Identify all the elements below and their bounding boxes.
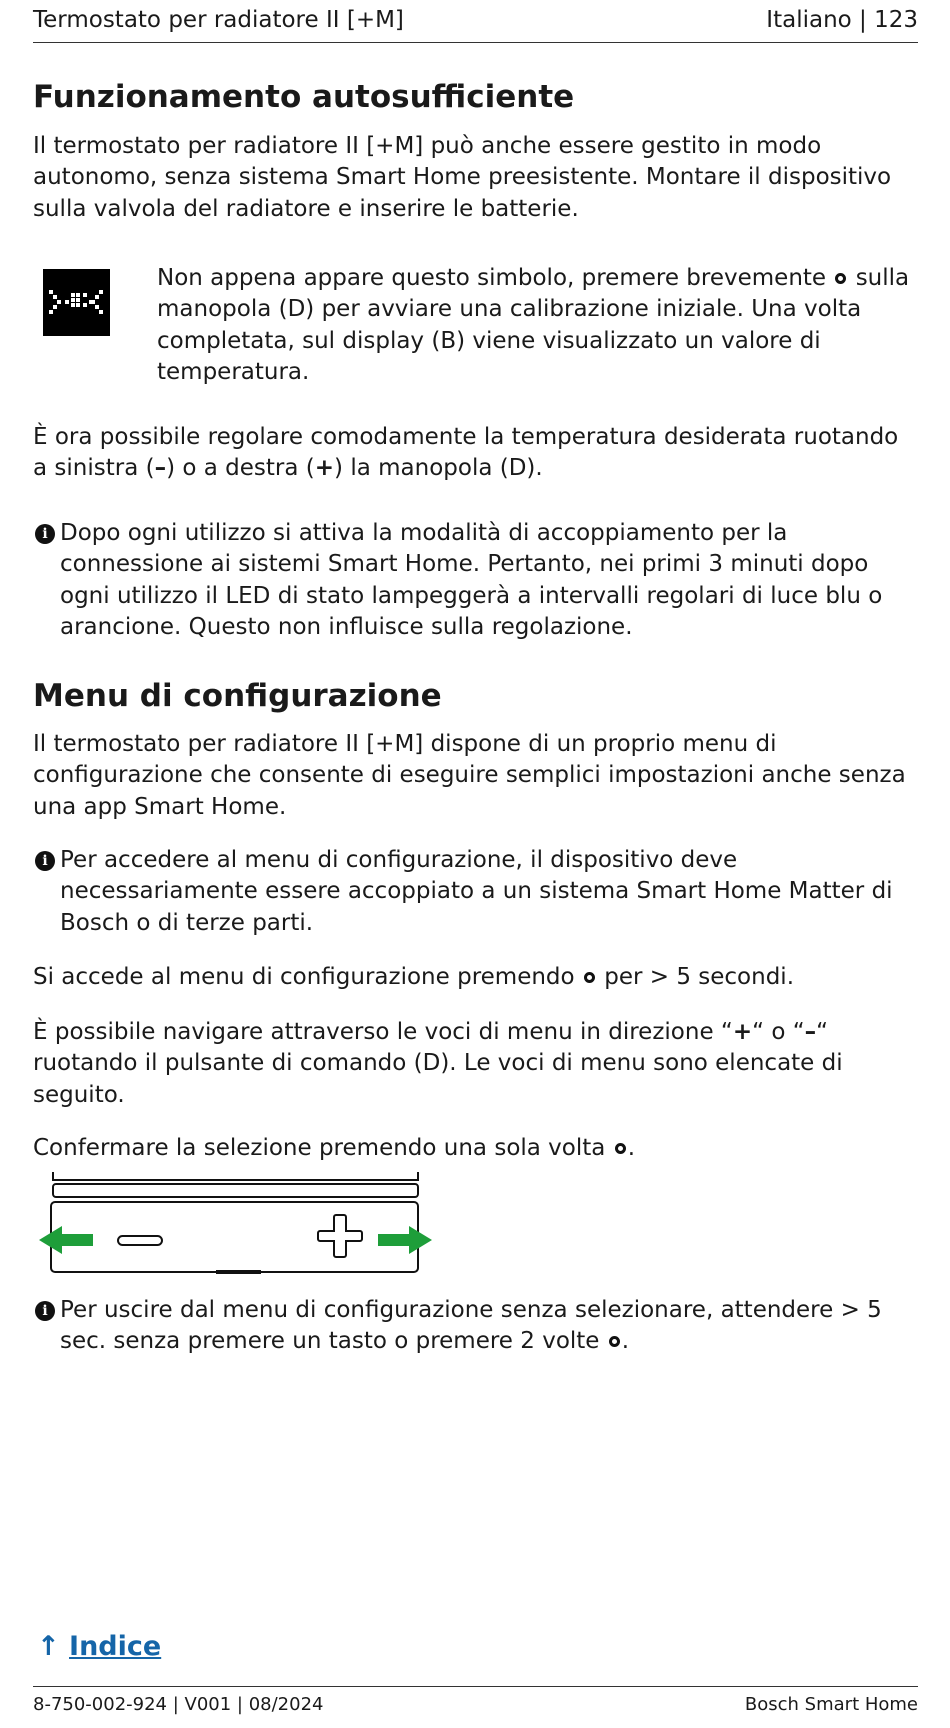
page-header	[33, 4, 918, 43]
index-link-label[interactable]: Indice	[69, 1631, 162, 1662]
footer-brand: Bosch Smart Home	[744, 1694, 918, 1715]
up-arrow-icon: ↑	[37, 1631, 60, 1662]
knob-button-icon	[584, 972, 595, 983]
document-page	[33, 0, 918, 1728]
paragraph-navigate-menu: È possibile navigare attraverso le voci di menu in direzione “+“ o “–“ ruotando il pulsante di comando (D). Le voci di menu sono elencate di seguito.	[33, 1019, 843, 1108]
header-page-number: Italiano | 123	[766, 7, 918, 33]
page-footer	[33, 1686, 918, 1720]
info-icon: i	[35, 851, 55, 871]
paragraph-config-intro: Il termostato per radiatore II [+M] dispone di un proprio menu di configurazione che consente di eseguire semplici impostazioni anche senza una app Smart Home.	[33, 731, 906, 820]
paragraph-confirm-selection: Confermare la selezione premendo una sola volta .	[33, 1135, 635, 1161]
header-title: Termostato per radiatore II [+M]	[33, 7, 404, 33]
index-link[interactable]	[37, 1631, 161, 1662]
knob-button-icon	[835, 273, 846, 284]
knob-button-icon	[609, 1336, 620, 1347]
paragraph-access-menu: Si accede al menu di configurazione premendo per > 5 secondi.	[33, 964, 795, 990]
heading-configuration-menu: Menu di configurazione	[33, 678, 442, 714]
info-note-pairing: i Dopo ogni utilizzo si attiva la modalità di accoppiamento per la connessione ai sistemi Smart Home. Pertanto, nei primi 3 minuti dopo ogni utilizzo il LED di stato lampeggerà a intervalli regolari di luce blu o arancione. Questo non influisce sulla regolazione.	[33, 518, 918, 643]
knob-button-icon	[615, 1143, 626, 1154]
paragraph-autonomous-intro: Il termostato per radiatore II [+M] può anche essere gestito in modo autonomo, senza sistema Smart Home preesistente. Montare il dispositivo sulla valvola del radiatore e inserire le batterie.	[33, 133, 892, 222]
info-note-pairing-required: i Per accedere al menu di configurazione, il dispositivo deve necessariamente essere accoppiato a un sistema Smart Home Matter di Bosch o di terze parti.	[33, 845, 918, 939]
heading-autonomous-operation: Funzionamento autosufficiente	[33, 79, 575, 115]
info-icon: i	[35, 1301, 55, 1321]
info-icon: i	[35, 524, 55, 544]
info-note-exit-menu: i Per uscire dal menu di configurazione senza selezionare, attendere > 5 sec. senza premere un tasto o premere 2 volte .	[33, 1295, 918, 1358]
paragraph-calibration: Non appena appare questo simbolo, premere brevemente sulla manopola (D) per avviare una calibrazione iniziale. Una volta completata, sul display (B) viene visualizzato un valore di temperatura.	[157, 265, 910, 385]
footer-doc-id: 8-750-002-924 | V001 | 08/2024	[33, 1694, 324, 1715]
calibration-symbol-icon	[43, 269, 110, 336]
paragraph-temperature-adjust: È ora possibile regolare comodamente la temperatura desiderata ruotando a sinistra (–) o a destra (+) la manopola (D).	[33, 424, 899, 482]
thermostat-knob-illustration	[36, 1172, 436, 1287]
